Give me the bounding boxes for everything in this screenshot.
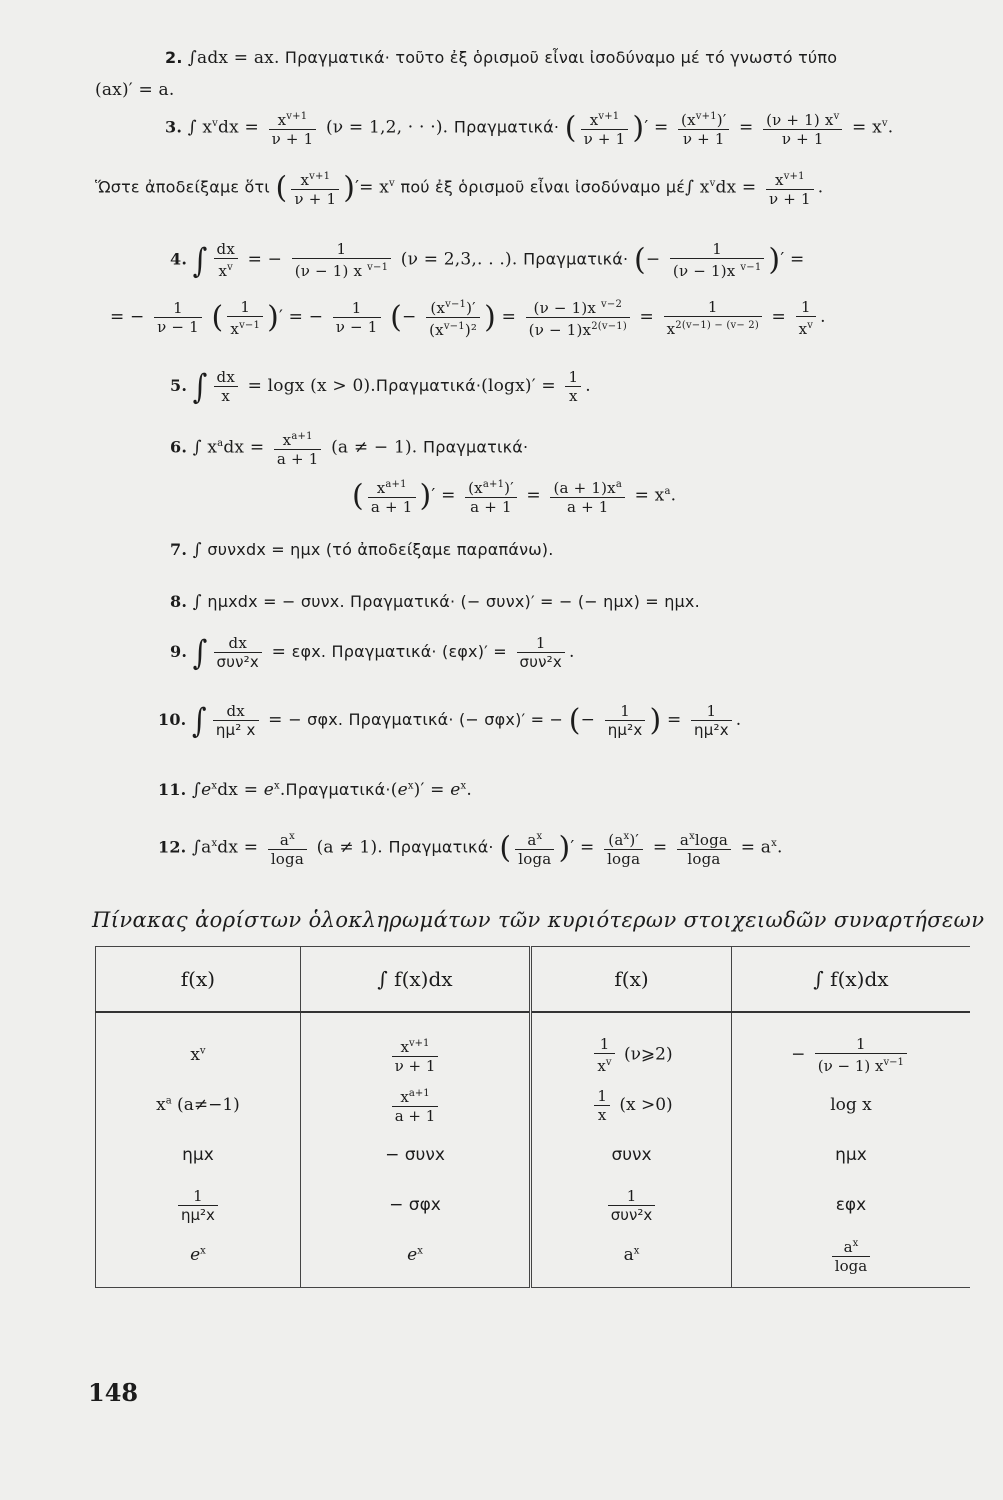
item-12: 12. $\int a^xdx$ = $\frac{a^x}{\log a}$ (a ≠ 1). Πραγματικά· ( $\frac{a^x}{\log a}$ )′ = $\frac{(a^x)'}{\log a}$ = $\frac{a^x\log a}{\log a}$ = $a^x$.: [158, 830, 783, 868]
item-6-line-2: ( $\frac{x^{a+1}}{a + 1}$ )′ = $\frac{(x^{a+1})'}{a + 1}$ = $\frac{(a + 1)x^a}{a + 1}$ = $x^a$.: [352, 478, 677, 516]
cell: $\frac{x^{a+1}}{a + 1}$: [300, 1080, 530, 1130]
header-fx-2: f(x): [531, 947, 732, 1013]
cell: $x^a$ (a≠−1): [96, 1080, 301, 1130]
table-row: [96, 1230, 971, 1288]
item-9: 9. ∫ $\frac{dx}{\text{συν²x}}$ = εφx. Πραγματικά· (εφx)′ = $\frac{1}{\text{συν²x}}$ .: [170, 632, 575, 673]
item-4-line-2: = − $\frac{1}{\nu - 1}$ ( $\frac{1}{x^{v-1}}$ )′ = − $\frac{1}{\nu - 1}$ (− $\frac{(x^{v-1})'}{(x^{v-1})^2}$ ) = $\frac{(\nu - 1)x ^{v-2}}{(\nu - 1)x^{2(v-1)}}$ = $\frac{1}{x^{2(v-1) - (v- 2)}}$ = $\frac{1}{x^v}$ .: [110, 297, 826, 339]
item-4-line-1: 4. ∫ $\frac{dx}{x^v}$ = − $\frac{1}{(\nu - 1) x ^{v-1}}$ (ν = 2,3,. . .). Πραγματικά· (− $\frac{1}{(\nu - 1)x ^{v-1}}$ )′ =: [170, 240, 805, 280]
item-2-line-1: 2. ∫adx = ax. Πραγματικά· τοῦτο ἐξ ὁρισμοῦ εἶναι ἰσοδύναμο μέ τό γνωστό τύπο: [165, 48, 838, 68]
item-7: 7. ∫ συνxdx = ημx (τό ἀποδείξαμε παραπάνω).: [170, 540, 554, 560]
cell: ημx: [96, 1130, 301, 1180]
cell: συνx: [531, 1130, 732, 1180]
cell: $\frac{1}{\text{ημ²x}}$: [96, 1180, 301, 1230]
item-5: 5. ∫ $\frac{dx}{x}$ = logx (x > 0).Πραγματικά·(logx)′ = $\frac{1}{x}$ .: [170, 366, 591, 407]
table-row: [96, 1012, 971, 1080]
item-8: 8. ∫ ημxdx = − συνx. Πραγματικά· (− συνx)′ = − (− ημx) = ημx.: [170, 592, 700, 612]
cell: $e^x$: [300, 1230, 530, 1288]
cell: $\frac{1}{x^v}$ (ν⩾2): [531, 1012, 732, 1080]
item-10: 10. ∫ $\frac{dx}{\text{ημ² x}}$ = − σφx. Πραγματικά· (− σφx)′ = − (− $\frac{1}{\text{ημ²x}}$ ) = $\frac{1}{\text{ημ²x}}$ .: [158, 700, 742, 741]
table-header-row: [96, 947, 971, 1013]
item-11: 11. $\int e^xdx = e^x.\Pi\rho\alpha\gamma\mu\alpha\tau\iota\kappa ά\cdot(e^x)' = e^x$.: [158, 780, 472, 800]
cell: $\frac{x^{v+1}}{\nu + 1}$: [300, 1012, 530, 1080]
header-integral-1: ∫ f(x)dx: [300, 947, 530, 1013]
cell: $\frac{a^x}{\log a}$: [731, 1230, 970, 1288]
item-2-line-2: (ax)′ = a.: [95, 80, 175, 100]
cell: log x: [731, 1080, 970, 1130]
table-row: [96, 1180, 971, 1230]
cell: εφx: [731, 1180, 970, 1230]
item-6-line-1: 6. ∫ $x^adx$ = $\frac{x^{a+1}}{a + 1}$ (a ≠ − 1). Πραγματικά·: [170, 431, 529, 468]
cell: $x^v$: [96, 1012, 301, 1080]
table-caption: Πίνακας ἀορίστων ὁλοκληρωμάτων τῶν κυριότερων στοιχειωδῶν συναρτήσεων: [92, 908, 985, 932]
cell: $\frac{1}{\text{συν²x}}$: [531, 1180, 732, 1230]
table-row: [96, 1130, 971, 1180]
cell: $\frac{1}{x}$ (x >0): [531, 1080, 732, 1130]
header-integral-2: ∫ f(x)dx: [731, 947, 970, 1013]
table-row: [96, 1080, 971, 1130]
cell: − σφx: [300, 1180, 530, 1230]
cell: − συνx: [300, 1130, 530, 1180]
integrals-table: [95, 946, 970, 1288]
cell: $a^x$: [531, 1230, 732, 1288]
item-3-line-2: Ὥστε ἀποδείξαμε ὅτι ( $\frac{x^{v+1}}{\nu + 1}$ )′= $x^v$ πού ἐξ ὁρισμοῦ εἶναι ἰσοδύναμο μέ∫ $x^vdx$ = $\frac{x^{v+1}}{\nu + 1}$ .: [95, 170, 824, 208]
cell: − $\frac{1}{(\nu - 1) x^{v-1}}$: [731, 1012, 970, 1080]
cell: ημx: [731, 1130, 970, 1180]
item-3-line-1: 3. ∫ $x^vdx$ = $\frac{x^{v+1}}{\nu + 1}$ (ν = 1,2, · · ·). Πραγματικά· ( $\frac{x^{v+1}}{\nu + 1}$ )′ = $\frac{(x^{v+1})'}{\nu + 1}$ = $\frac{(\nu + 1) x^v}{\nu + 1}$ = $x^v$.: [165, 110, 894, 148]
page-number: 148: [88, 1378, 139, 1407]
cell: $e^x$: [96, 1230, 301, 1288]
header-fx-1: f(x): [96, 947, 301, 1013]
